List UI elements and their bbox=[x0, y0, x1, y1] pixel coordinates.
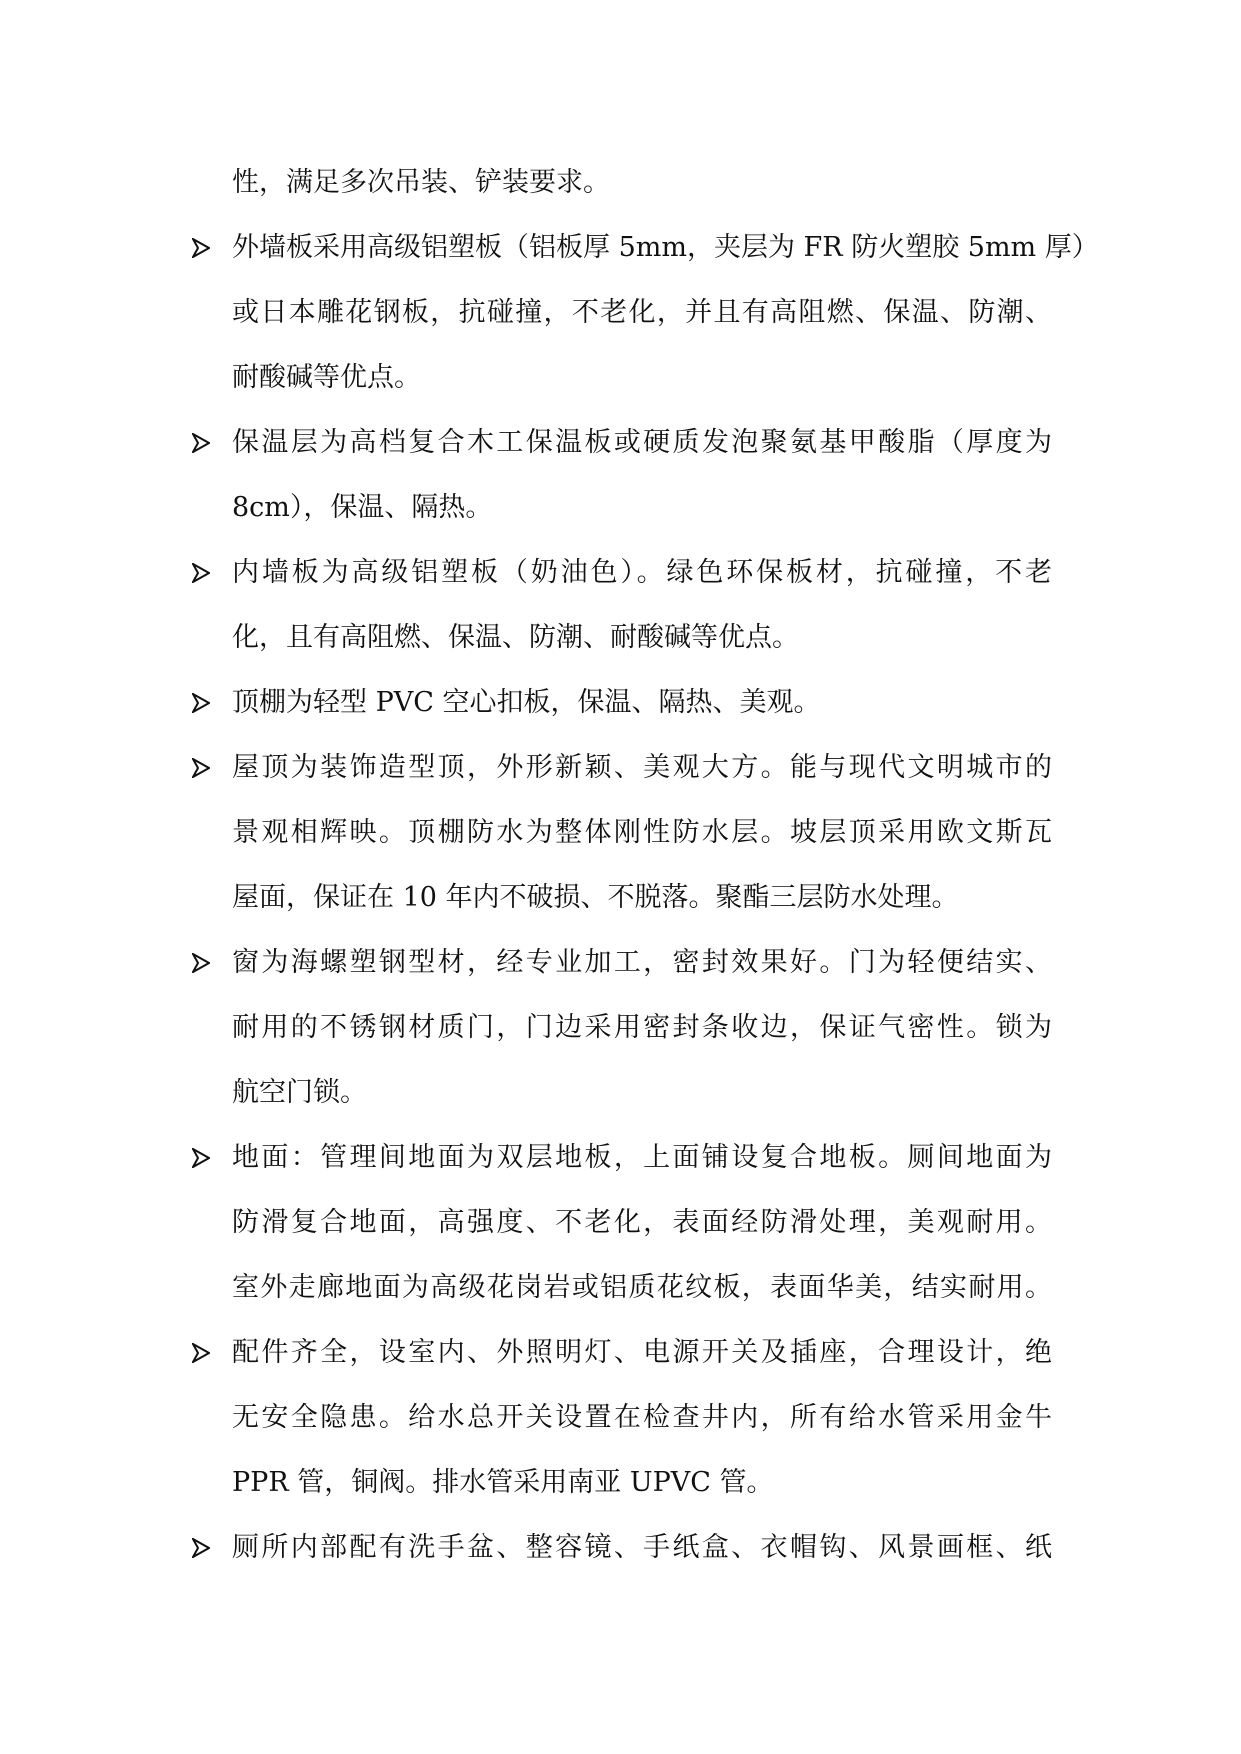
line-text: 内墙板为高级铝塑板（奶油色）。绿色环保板材，抗碰撞，不老 bbox=[232, 557, 1052, 588]
bullet-line bbox=[0, 540, 1241, 605]
paragraph-line bbox=[0, 1450, 1241, 1515]
line-text: 耐用的不锈钢材质门，门边采用密封条收边，保证气密性。锁为 bbox=[232, 1012, 1052, 1043]
line-text: 顶棚为轻型 PVC 空心扣板，保温、隔热、美观。 bbox=[232, 687, 821, 718]
line-text: 化，且有高阻燃、保温、防潮、耐酸碱等优点。 bbox=[232, 622, 799, 653]
line-text: 保温层为高档复合木工保温板或硬质发泡聚氨基甲酸脂（厚度为 bbox=[232, 427, 1052, 458]
line-text: 性，满足多次吊装、铲装要求。 bbox=[232, 167, 610, 198]
line-text: 外墙板采用高级铝塑板（铝板厚 5mm，夹层为 FR 防火塑胶 5mm 厚） bbox=[232, 232, 1099, 263]
line-text: 屋顶为装饰造型顶，外形新颖、美观大方。能与现代文明城市的 bbox=[232, 752, 1052, 783]
arrowhead-bullet-icon bbox=[189, 670, 213, 735]
line-text: 窗为海螺塑钢型材，经专业加工，密封效果好。门为轻便结实、 bbox=[232, 947, 1052, 978]
paragraph-line bbox=[0, 1385, 1241, 1450]
paragraph-line bbox=[0, 800, 1241, 865]
paragraph-line bbox=[0, 605, 1241, 670]
bullet-line bbox=[0, 1515, 1241, 1580]
arrowhead-bullet-icon bbox=[189, 735, 213, 800]
arrowhead-bullet-icon bbox=[189, 1125, 213, 1190]
line-text: 地面：管理间地面为双层地板，上面铺设复合地板。厕间地面为 bbox=[232, 1142, 1052, 1173]
document-body bbox=[0, 150, 1241, 1580]
arrowhead-bullet-icon bbox=[189, 1515, 213, 1580]
line-text: 8cm），保温、隔热。 bbox=[232, 492, 493, 523]
paragraph-line bbox=[0, 995, 1241, 1060]
line-text: PPR 管，铜阀。排水管采用南亚 UPVC 管。 bbox=[232, 1467, 774, 1498]
line-text: 室外走廊地面为高级花岗岩或铝质花纹板，表面华美，结实耐用。 bbox=[232, 1272, 1052, 1303]
paragraph-line bbox=[0, 865, 1241, 930]
bullet-line bbox=[0, 215, 1241, 280]
arrowhead-bullet-icon bbox=[189, 1320, 213, 1385]
arrowhead-bullet-icon bbox=[189, 410, 213, 475]
bullet-line bbox=[0, 410, 1241, 475]
paragraph-line bbox=[0, 1255, 1241, 1320]
line-text: 耐酸碱等优点。 bbox=[232, 362, 421, 393]
line-text: 景观相辉映。顶棚防水为整体刚性防水层。坡层顶采用欧文斯瓦 bbox=[232, 817, 1052, 848]
line-text: 防滑复合地面，高强度、不老化，表面经防滑处理，美观耐用。 bbox=[232, 1207, 1052, 1238]
paragraph-line bbox=[0, 150, 1241, 215]
line-text: 航空门锁。 bbox=[232, 1077, 367, 1108]
paragraph-line bbox=[0, 1060, 1241, 1125]
bullet-line bbox=[0, 735, 1241, 800]
paragraph-line bbox=[0, 345, 1241, 410]
bullet-line bbox=[0, 1320, 1241, 1385]
line-text: 或日本雕花钢板，抗碰撞，不老化，并且有高阻燃、保温、防潮、 bbox=[232, 297, 1052, 328]
line-text: 屋面，保证在 10 年内不破损、不脱落。聚酯三层防水处理。 bbox=[232, 882, 959, 913]
paragraph-line bbox=[0, 475, 1241, 540]
bullet-line bbox=[0, 670, 1241, 735]
line-text: 厕所内部配有洗手盆、整容镜、手纸盒、衣帽钩、风景画框、纸 bbox=[232, 1532, 1052, 1563]
line-text: 无安全隐患。给水总开关设置在检查井内，所有给水管采用金牛 bbox=[232, 1402, 1052, 1433]
bullet-line bbox=[0, 1125, 1241, 1190]
arrowhead-bullet-icon bbox=[189, 540, 213, 605]
line-text: 配件齐全，设室内、外照明灯、电源开关及插座，合理设计，绝 bbox=[232, 1337, 1052, 1368]
arrowhead-bullet-icon bbox=[189, 930, 213, 995]
paragraph-line bbox=[0, 1190, 1241, 1255]
bullet-line bbox=[0, 930, 1241, 995]
paragraph-line bbox=[0, 280, 1241, 345]
arrowhead-bullet-icon bbox=[189, 215, 213, 280]
